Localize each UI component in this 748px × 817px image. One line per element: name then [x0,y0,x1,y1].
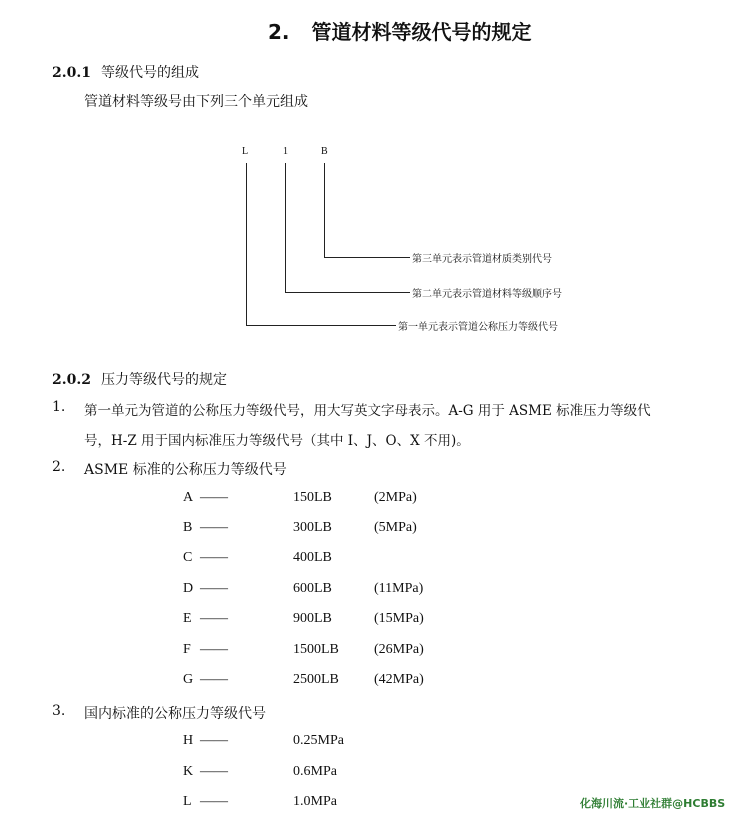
pressure-dash: —— [200,520,228,535]
pressure-code: G [183,672,194,687]
pressure-code: L [183,794,192,809]
pressure-code: A [183,490,194,505]
section-201-title: 等级代号的组成 [100,65,199,81]
item3-title: 国内标准的公称压力等级代号 [84,706,266,722]
pressure-value: 900LB [293,611,332,626]
pressure-value: 400LB [293,550,332,565]
watermark: 化海川流·工业社群@HCBBS [580,797,726,810]
pressure-value: 0.6MPa [293,764,337,779]
section-202-title: 压力等级代号的规定 [100,372,227,388]
item2-title: ASME 标准的公称压力等级代号 [84,462,287,478]
diagram-line-b-horizontal [324,257,410,258]
pressure-mpa: (42MPa) [374,672,424,687]
diagram-label-first-unit: 第一单元表示管道公称压力等级代号 [398,322,558,333]
pressure-value: 1.0MPa [293,794,337,809]
pressure-dash: —— [200,490,228,505]
pressure-code: E [183,611,192,626]
section-201-heading [52,62,199,82]
pressure-code: B [183,520,193,535]
heading-title: 管道材料等级代号的规定 [311,20,532,44]
item1-number: 1. [52,399,66,415]
pressure-mpa: (26MPa) [374,642,424,657]
pressure-dash: —— [200,642,228,657]
pressure-mpa: (2MPa) [374,490,417,505]
diagram-line-1-horizontal [285,292,410,293]
pressure-code: F [183,642,191,657]
pressure-mpa: (11MPa) [374,581,424,596]
pressure-dash: —— [200,611,228,626]
pressure-dash: —— [200,581,228,596]
diagram-line-1-vertical [285,163,286,293]
diagram-line-l-horizontal [246,325,396,326]
item1-line2: 号，H-Z 用于国内标准压力等级代号（其中 I、J、O、X 不用)。 [84,433,470,449]
pressure-dash: —— [200,764,228,779]
pressure-value: 1500LB [293,642,339,657]
item2-number: 2. [52,459,66,475]
pressure-dash: —— [200,672,228,687]
pressure-value: 600LB [293,581,332,596]
diagram-label-second-unit: 第二单元表示管道材料等级顺序号 [412,289,562,300]
pressure-dash: —— [200,794,228,809]
section-202-heading [52,369,227,389]
diagram-letter-l: L [242,146,249,157]
heading-number: 2. [268,20,290,44]
section-201-number: 2.0.1 [52,65,91,81]
section-202-number: 2.0.2 [52,372,91,388]
pressure-value: 0.25MPa [293,733,344,748]
pressure-mpa: (5MPa) [374,520,417,535]
diagram-line-b-vertical [324,163,325,258]
pressure-mpa: (15MPa) [374,611,424,626]
pressure-value: 2500LB [293,672,339,687]
diagram-label-third-unit: 第三单元表示管道材质类别代号 [412,254,552,265]
pressure-code: H [183,733,194,748]
pressure-dash: —— [200,733,228,748]
pressure-code: C [183,550,193,565]
pressure-code: D [183,581,194,596]
page-title [268,16,532,45]
diagram-letter-1: 1 [283,146,288,157]
diagram-line-l-vertical [246,163,247,326]
item3-number: 3. [52,703,66,719]
item1-line1: 第一单元为管道的公称压力等级代号，用大写英文字母表示。A-G 用于 ASME 标准压力等级代 [84,403,651,419]
pressure-value: 300LB [293,520,332,535]
pressure-dash: —— [200,550,228,565]
diagram-letter-b: B [321,146,328,157]
pressure-code: K [183,764,194,779]
pressure-value: 150LB [293,490,332,505]
section-201-intro: 管道材料等级号由下列三个单元组成 [84,94,308,110]
